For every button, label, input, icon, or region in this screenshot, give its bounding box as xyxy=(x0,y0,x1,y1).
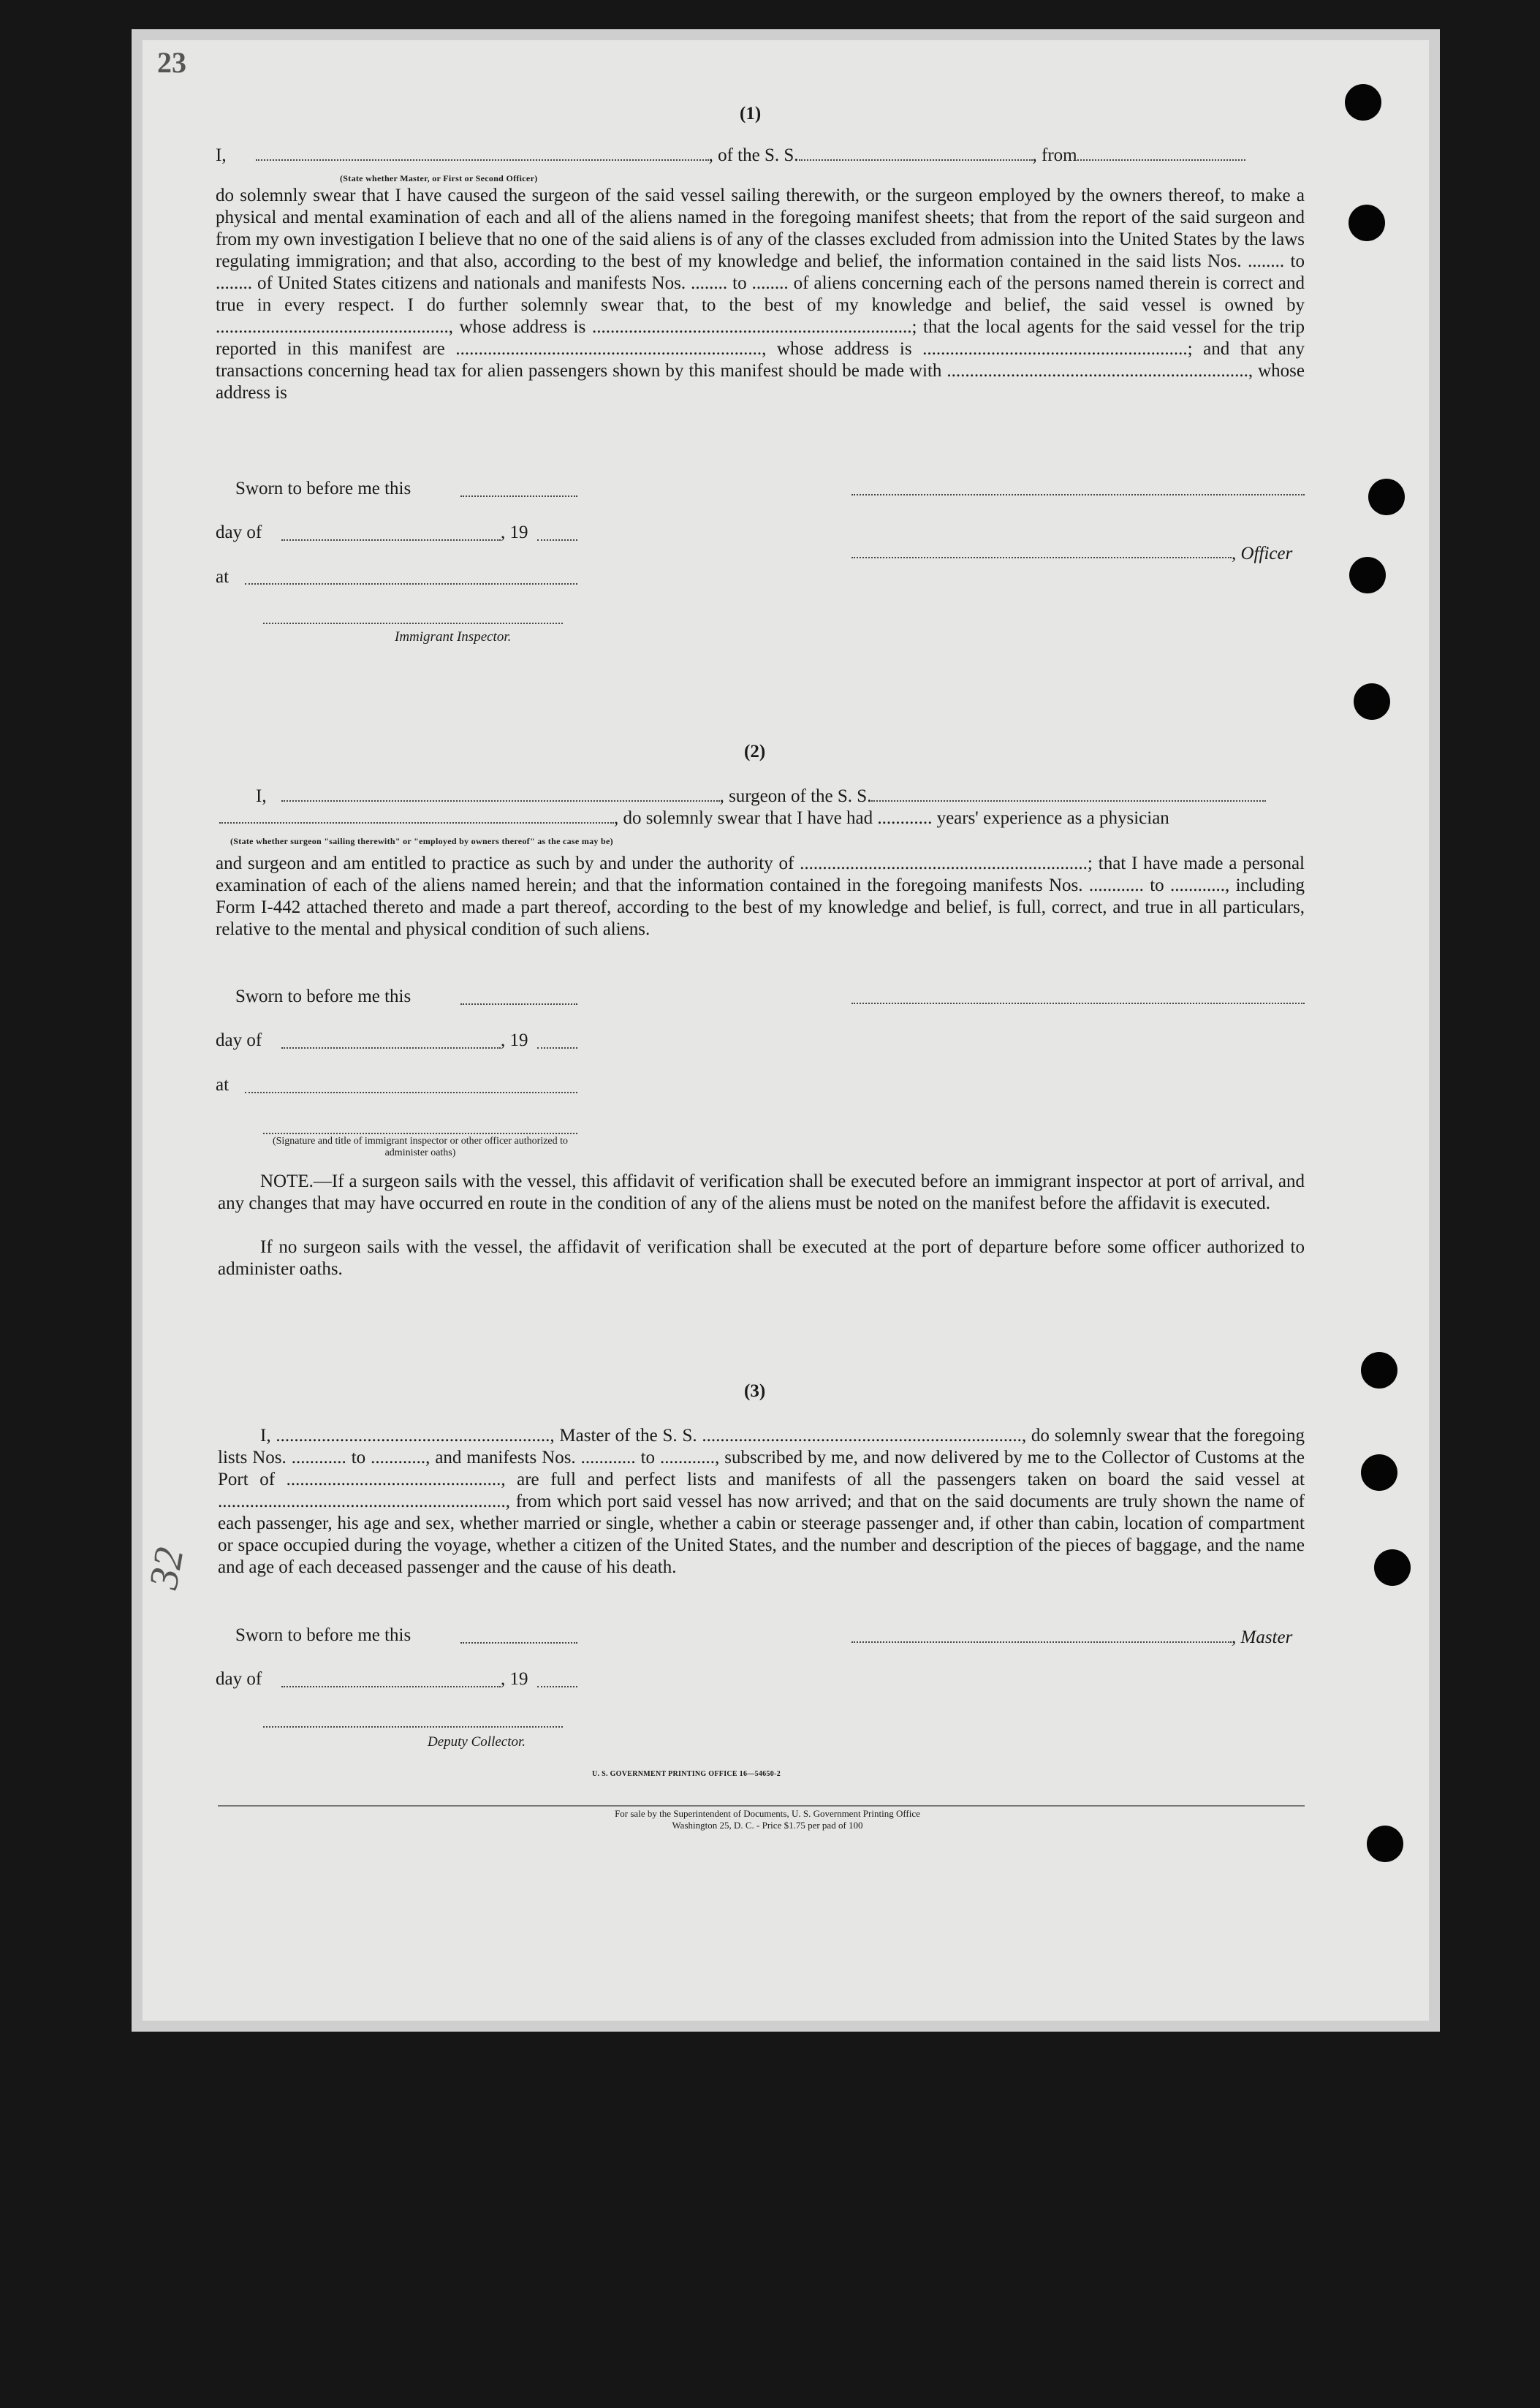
inspector-signature-line-2[interactable] xyxy=(263,1133,577,1134)
sworn-label-3: Sworn to before me this xyxy=(235,1625,411,1645)
section-3-body: I, ............................................................, Master of the S. S. ......................................................................, do solemnly swear that the foregoing lists Nos. ............ to ............, and manifests Nos. ............ to ............, subscribed by me, and now delivered by me to the Collector of Customs at the Port of ..............................................., are full and perfect lists and manifests of all the passengers taken on board the said vessel at ..............................................................., from which port said vessel has now arrived; and that on the said documents are truly shown the name of each passenger, his age and sex, whether married or single, whether a cabin or steerage passenger and, if other than cabin, location of compartment or space occupied during the voyage, whether a citizen of the United States, and the number and description of the pieces of baggage, and the name and age of each deceased passenger and the cause of his death. xyxy=(218,1426,1305,1577)
day-field-2[interactable] xyxy=(281,1047,501,1049)
day-field-3[interactable] xyxy=(281,1686,501,1687)
sworn-label-1: Sworn to before me this xyxy=(235,479,411,498)
section-1-heading: (1) xyxy=(740,104,762,124)
section-2-line2 xyxy=(219,807,1305,830)
ship-name-field[interactable] xyxy=(799,159,1033,161)
day-of-label-1: day of xyxy=(216,523,262,542)
punch-hole xyxy=(1374,1549,1411,1586)
punch-hole xyxy=(1349,557,1386,593)
sworn-field-2[interactable] xyxy=(460,1003,577,1005)
punch-hole xyxy=(1361,1454,1397,1491)
signature-title-note: (Signature and title of immigrant inspector or other officer authorized to administer oaths) xyxy=(272,1136,569,1158)
punch-hole xyxy=(1345,84,1381,121)
at-label-1: at xyxy=(216,567,230,587)
year-field-3[interactable] xyxy=(537,1686,577,1687)
master-signature-line[interactable] xyxy=(851,1641,1232,1643)
year-field-2[interactable] xyxy=(537,1047,577,1049)
day-of-label-2: day of xyxy=(216,1030,262,1050)
punch-hole xyxy=(1367,1826,1403,1862)
punch-hole xyxy=(1354,683,1390,720)
surgeon-type-field[interactable] xyxy=(219,821,614,824)
section-2-body: and surgeon and am entitled to practice as such by and under the authority of ...............................................................; that I have made a personal examination of each of the aliens named herein; and that the information contained in the foregoing manifests Nos. ............ to ............, including Form I-442 attached thereto and made a part thereof, according to the best of my knowledge and belief, is full, correct, and true in all particulars, relative to the mental and physical condition of such aliens. xyxy=(216,854,1305,939)
punch-hole xyxy=(1361,1352,1397,1389)
officer-name-field[interactable] xyxy=(256,159,709,161)
oath-prefix: I, xyxy=(216,145,227,165)
year-label-2: , 19 xyxy=(501,1030,528,1050)
at-label-2: at xyxy=(216,1075,230,1095)
day-field-1[interactable] xyxy=(281,539,501,541)
section-2-heading: (2) xyxy=(744,742,766,761)
inspector-signature-line[interactable] xyxy=(263,623,563,624)
from-label: , from xyxy=(1032,145,1077,165)
section-1-oath-line xyxy=(216,144,1305,167)
day-of-label-3: day of xyxy=(216,1669,262,1689)
section-2-oath-line xyxy=(256,785,1305,808)
deputy-signature-line[interactable] xyxy=(263,1726,563,1728)
margin-handwritten-note: 32 xyxy=(140,1544,193,1592)
ship-name-field-2[interactable] xyxy=(871,799,1266,802)
punch-hole xyxy=(1368,479,1405,515)
footer-rule xyxy=(218,1805,1305,1807)
immigrant-inspector-label: Immigrant Inspector. xyxy=(395,629,512,645)
section-2-surgeon-note: (State whether surgeon "sailing therewith" or "employed by owners thereof" as the case may be) xyxy=(230,836,613,846)
deputy-collector-label: Deputy Collector. xyxy=(428,1734,526,1750)
section-1-body: do solemnly swear that I have caused the surgeon of the said vessel sailing therewith, or the surgeon employed by the owners thereof, to make a physical and mental examination of each and all of the aliens named in the foregoing manifest sheets; that from the report of the said surgeon and from my own investigation I believe that no one of the said aliens is of any of the classes excluded from admission into the United States by the laws regulating immigration; and that also, according to the best of my knowledge and belief, the information contained in the said lists Nos. ........ to ........ of United States citizens and nationals and manifests Nos. ........ to ........ of aliens concerning each of the persons named therein is correct and true in every respect. I do further solemnly swear that, to the best of my knowledge and belief, the said vessel is owned by ..................................................., whose address is ......................................................................; that the local agents for the said vessel for the trip reported in this manifest are ..................................................................., whose address is ..........................................................; and that any transactions concerning head tax for alien passengers shown by this manifest should be made with .................................................................., whose address is xyxy=(216,186,1305,403)
master-label: , Master xyxy=(1232,1628,1293,1647)
year-field-1[interactable] xyxy=(537,539,577,541)
oath-prefix-2: I, xyxy=(256,786,267,806)
surgeon-name-field[interactable] xyxy=(281,799,720,802)
corner-mark: 23 xyxy=(157,46,186,79)
section-1-title-note: (State whether Master, or First or Second Officer) xyxy=(340,173,538,183)
of-ss-label: , of the S. S. xyxy=(708,145,799,165)
sale-line-1: For sale by the Superintendent of Documents, U. S. Government Printing Office xyxy=(615,1808,920,1819)
gpo-imprint: U. S. GOVERNMENT PRINTING OFFICE 16—54650-2 xyxy=(592,1770,781,1778)
sale-line-2: Washington 25, D. C. - Price $1.75 per pad of 100 xyxy=(672,1820,863,1831)
year-label-1: , 19 xyxy=(501,523,528,542)
no-surgeon-note-paragraph: If no surgeon sails with the vessel, the affidavit of verification shall be executed at the port of departure before some officer authorized to administer oaths. xyxy=(218,1237,1305,1279)
surgeon-signature-line[interactable] xyxy=(851,1003,1305,1004)
surgeon-of-ss-label: , surgeon of the S. S. xyxy=(719,786,872,806)
signature-line-1[interactable] xyxy=(851,494,1305,495)
surgeon-note-paragraph: NOTE.—If a surgeon sails with the vessel, this affidavit of verification shall be executed before an immigrant inspector at port of arrival, and any changes that may have occurred en route in the condition of any of the aliens must be noted on the manifest before the affidavit is executed. xyxy=(218,1171,1305,1213)
at-field-1[interactable] xyxy=(245,583,577,585)
from-port-field[interactable] xyxy=(1077,159,1245,161)
sworn-label-2: Sworn to before me this xyxy=(235,987,411,1006)
year-label-3: , 19 xyxy=(501,1669,528,1689)
sworn-field-1[interactable] xyxy=(460,495,577,497)
at-field-2[interactable] xyxy=(245,1092,577,1093)
punch-hole xyxy=(1349,205,1385,241)
section-3-heading: (3) xyxy=(744,1381,766,1401)
officer-label: , Officer xyxy=(1232,544,1293,563)
years-experience-text: , do solemnly swear that I have had ............ years' experience as a physician xyxy=(614,808,1169,828)
officer-signature-line[interactable] xyxy=(851,557,1232,558)
sworn-field-3[interactable] xyxy=(460,1642,577,1644)
